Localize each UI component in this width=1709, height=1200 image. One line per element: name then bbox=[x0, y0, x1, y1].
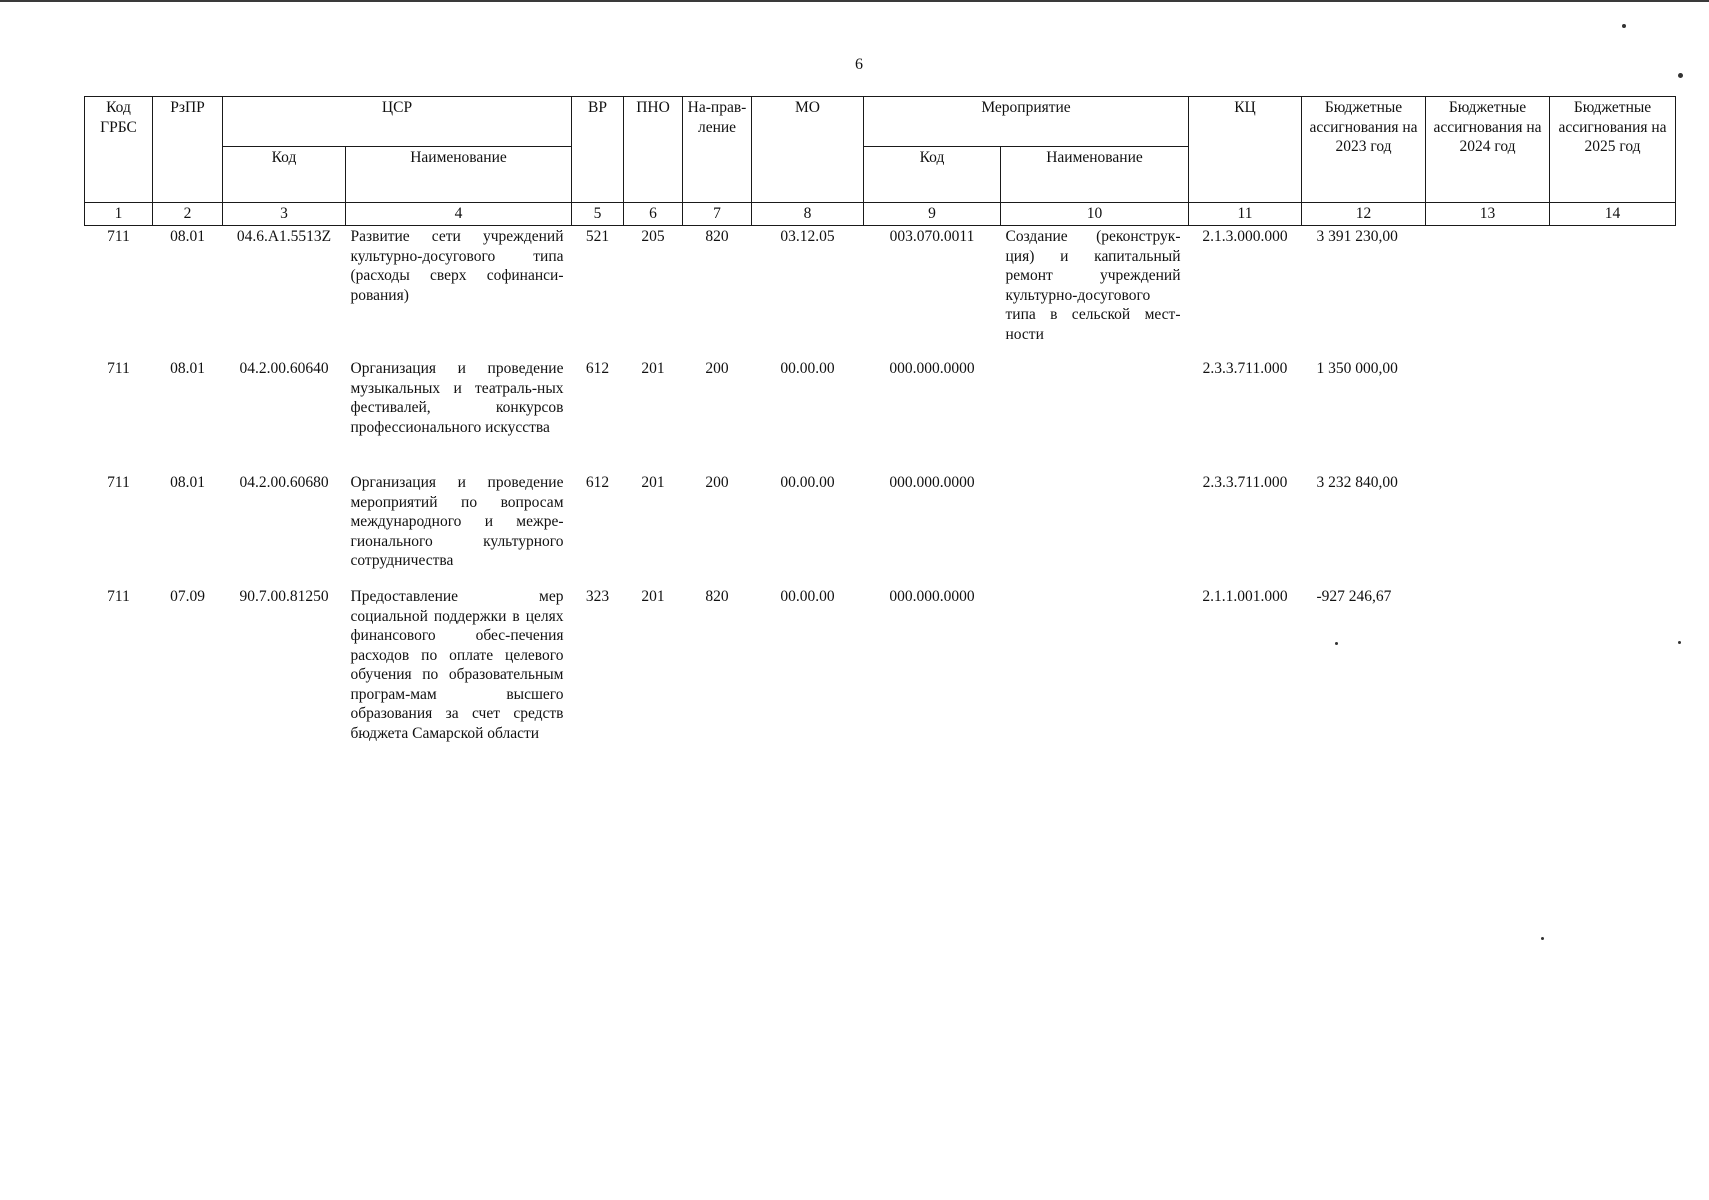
column-number: 10 bbox=[1001, 203, 1189, 226]
cell-mer-name bbox=[1001, 358, 1189, 472]
cell-rzpr: 08.01 bbox=[170, 228, 205, 245]
column-number: 9 bbox=[864, 203, 1001, 226]
column-number: 11 bbox=[1189, 203, 1302, 226]
cell-rzpr: 08.01 bbox=[170, 360, 205, 377]
cell-vr: 612 bbox=[585, 474, 610, 491]
cell-mer-code: 000.000.0000 bbox=[889, 360, 975, 377]
table-row bbox=[85, 586, 1676, 767]
column-number: 12 bbox=[1302, 203, 1426, 226]
header-csr-name: Наименование bbox=[346, 147, 572, 203]
cell-pno: 201 bbox=[641, 360, 665, 377]
scan-speck bbox=[1678, 641, 1681, 644]
header-kod-grbs: Код ГРБС bbox=[85, 97, 153, 203]
cell-napravlenie: 200 bbox=[705, 474, 729, 491]
header-budget-2024: Бюджетные ассигнования на 2024 год bbox=[1426, 97, 1550, 203]
column-number: 5 bbox=[572, 203, 624, 226]
cell-grbs: 711 bbox=[107, 360, 130, 377]
cell-mer-name bbox=[1001, 586, 1189, 767]
column-number: 1 bbox=[85, 203, 153, 226]
header-csr: ЦСР bbox=[223, 97, 572, 147]
header-budget-2023: Бюджетные ассигнования на 2023 год bbox=[1302, 97, 1426, 203]
cell-budget-2024 bbox=[1426, 472, 1550, 586]
table-row bbox=[85, 472, 1676, 586]
header-mer-kod: Код bbox=[864, 147, 1001, 203]
column-number: 3 bbox=[223, 203, 346, 226]
cell-budget-2025 bbox=[1550, 358, 1676, 472]
cell-kc: 2.1.1.001.000 bbox=[1202, 588, 1288, 605]
table-row bbox=[85, 358, 1676, 472]
cell-mo: 00.00.00 bbox=[780, 474, 835, 491]
cell-csr-name: Организация и проведение мероприятий по вопросам международного и межре-гионального культурного сотрудничества bbox=[350, 474, 564, 569]
cell-csr-name: Предоставление мер социальной поддержки в целях финансового обес-печения расходов по оплате целевого обучения по образовательным програм-мам высшего образования за счет средств бюджета Самарской области bbox=[350, 588, 564, 742]
header-vr: ВР bbox=[572, 97, 624, 203]
header-meropriyatie: Мероприятие bbox=[864, 97, 1189, 147]
column-number: 6 bbox=[624, 203, 683, 226]
cell-napravlenie: 200 bbox=[705, 360, 729, 377]
cell-pno: 205 bbox=[641, 228, 665, 245]
cell-napravlenie: 820 bbox=[705, 228, 729, 245]
column-number: 7 bbox=[683, 203, 752, 226]
cell-csr-code: 90.7.00.81250 bbox=[239, 588, 329, 605]
cell-mer-code: 000.000.0000 bbox=[889, 588, 975, 605]
column-number: 8 bbox=[752, 203, 864, 226]
cell-rzpr: 07.09 bbox=[170, 588, 205, 605]
cell-vr: 521 bbox=[585, 228, 610, 245]
cell-csr-code: 04.6.A1.5513Z bbox=[236, 228, 332, 245]
cell-grbs: 711 bbox=[107, 588, 130, 605]
cell-budget-2024 bbox=[1426, 358, 1550, 472]
top-border-rule bbox=[0, 0, 1709, 2]
header-napravlenie: На-прав-ление bbox=[683, 97, 752, 203]
column-number: 2 bbox=[153, 203, 223, 226]
cell-mer-name bbox=[1001, 472, 1189, 586]
table-row bbox=[85, 226, 1676, 359]
page-number: 6 bbox=[855, 56, 863, 73]
header-kc: КЦ bbox=[1189, 97, 1302, 203]
cell-mo: 03.12.05 bbox=[780, 228, 835, 245]
cell-budget-2023: 1 350 000,00 bbox=[1316, 360, 1398, 377]
cell-csr-name: Организация и проведение музыкальных и театраль-ных фестивалей, конкурсов профессионального искусства bbox=[350, 360, 564, 436]
header-budget-2025: Бюджетные ассигнования на 2025 год bbox=[1550, 97, 1676, 203]
cell-grbs: 711 bbox=[107, 228, 130, 245]
cell-grbs: 711 bbox=[107, 474, 130, 491]
cell-napravlenie: 820 bbox=[705, 588, 729, 605]
cell-mo: 00.00.00 bbox=[780, 360, 835, 377]
header-mer-name: Наименование bbox=[1001, 147, 1189, 203]
header-mo: МО bbox=[752, 97, 864, 203]
cell-budget-2023: -927 246,67 bbox=[1316, 588, 1392, 605]
cell-mo: 00.00.00 bbox=[780, 588, 835, 605]
cell-mer-code: 000.000.0000 bbox=[889, 474, 975, 491]
cell-kc: 2.3.3.711.000 bbox=[1202, 474, 1288, 491]
cell-pno: 201 bbox=[641, 474, 665, 491]
scan-speck bbox=[1541, 937, 1544, 940]
cell-vr: 323 bbox=[585, 588, 610, 605]
cell-kc: 2.3.3.711.000 bbox=[1202, 360, 1288, 377]
cell-kc: 2.1.3.000.000 bbox=[1202, 228, 1288, 245]
column-number: 4 bbox=[346, 203, 572, 226]
column-number: 14 bbox=[1550, 203, 1676, 226]
column-number: 13 bbox=[1426, 203, 1550, 226]
budget-allocation-table bbox=[84, 96, 1676, 767]
cell-vr: 612 bbox=[585, 360, 610, 377]
cell-budget-2025 bbox=[1550, 226, 1676, 359]
cell-csr-name: Развитие сети учреждений культурно-досугового типа (расходы сверх софинанси-рования) bbox=[350, 228, 564, 304]
header-pno: ПНО bbox=[624, 97, 683, 203]
header-csr-kod: Код bbox=[223, 147, 346, 203]
cell-budget-2024 bbox=[1426, 226, 1550, 359]
cell-pno: 201 bbox=[641, 588, 665, 605]
cell-csr-code: 04.2.00.60680 bbox=[239, 474, 329, 491]
cell-budget-2025 bbox=[1550, 586, 1676, 767]
cell-csr-code: 04.2.00.60640 bbox=[239, 360, 329, 377]
header-rzpr: РзПР bbox=[153, 97, 223, 203]
scan-speck bbox=[1622, 24, 1626, 28]
cell-mer-name: Создание (реконструк-ция) и капитальный ремонт учреждений культурно-досугового типа в сельской мест-ности bbox=[1005, 228, 1181, 343]
cell-budget-2023: 3 391 230,00 bbox=[1316, 228, 1398, 245]
cell-budget-2025 bbox=[1550, 472, 1676, 586]
cell-budget-2024 bbox=[1426, 586, 1550, 767]
cell-budget-2023: 3 232 840,00 bbox=[1316, 474, 1398, 491]
cell-rzpr: 08.01 bbox=[170, 474, 205, 491]
cell-mer-code: 003.070.0011 bbox=[889, 228, 975, 245]
